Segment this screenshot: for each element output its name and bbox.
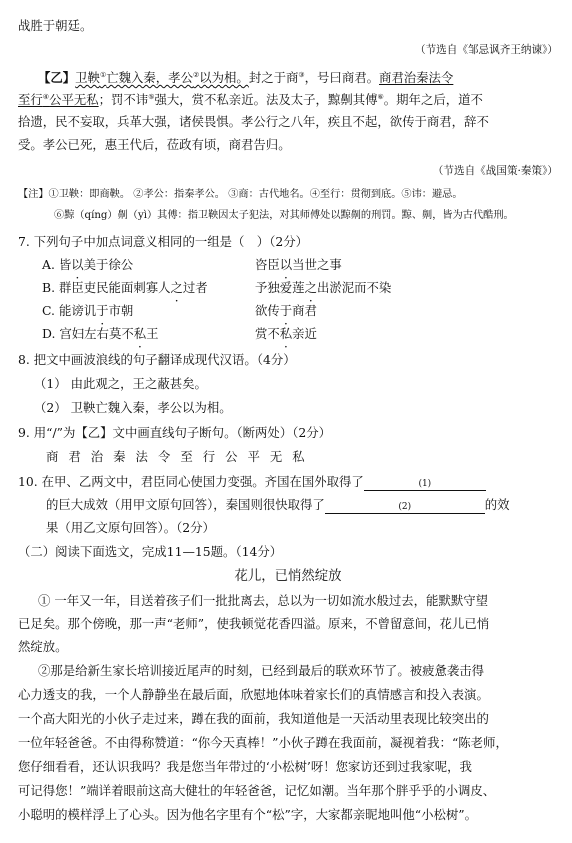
annotation-line-2: ⑥黥（qíng）劓（yì）其傅：指卫鞅因太子犯法，对其师傅处以黥劓的刑罚。黥、劓，皆为古代酷刑。 <box>54 210 514 221</box>
passage-yi-tag: 【乙】 <box>38 70 76 85</box>
dotted-char: 私 <box>133 326 147 341</box>
question-10-line-1: 10. 在甲、乙两文中，君臣同心使国力变强。齐国在国外取得了 (1) <box>18 472 558 492</box>
question-7: 7. 下列句子中加点词意义相同的一组是（ ）（2分） <box>18 234 309 249</box>
passage-yi-line-2: 至行④公平无私；罚不讳⑤强大，赏不私亲近。法及太子，黥劓其傅⑥。期年之后，道不 <box>18 92 483 107</box>
paragraph-2-line: 一个高大阳光的小伙子走过来，蹲在我的面前，我知道他是一天活动里表现比较突出的 <box>18 711 489 726</box>
passage-yi-line-4: 受。孝公已死，惠王代后，莅政有顷，商君告归。 <box>18 137 291 152</box>
dotted-char: 私 <box>279 326 293 341</box>
paragraph-2-line: ②那是给新生家长培训接近尾声的时刻，已经到最后的联欢环节了。被疲惫袭击得 <box>38 663 485 678</box>
section-2-heading: （二）阅读下面选文，完成11—15题。（14分） <box>18 544 283 559</box>
paragraph-2-line: 小聪明的模样浮上了心头。因为他名字里有个“松”字，大家都亲昵地叫他“小松树”。 <box>18 807 478 822</box>
text-line: 战胜于朝廷。 <box>18 18 93 33</box>
wavy-underlined-text: 卫鞅①亡魏入秦，孝公②以为相。 <box>75 70 249 85</box>
passage-yi-line-1: 【乙】卫鞅①亡魏入秦，孝公②以为相。封之于商③，号曰商君。商君治秦法令 <box>38 70 454 85</box>
question-10-line-2: 的巨大成效（用甲文原句回答），秦国则很快取得了 (2) 的效 <box>46 497 510 512</box>
dotted-char: 之 <box>170 280 183 295</box>
question-9: 9. 用“/”为【乙】文中画直线句子断句。（断两处）（2分） <box>18 425 332 440</box>
question-10-line-3: 果（用乙文原句回答）。（2分） <box>46 520 215 535</box>
passage-yi-line-3: 拾遗，民不妄取，兵革大强，诸侯畏惧。孝公行之八年，疾且不起，欲传于商君，辞不 <box>18 114 489 129</box>
q7-option-b: B. 群臣吏民能面刺寡人之过者 予独爱莲之出淤泥而不染 <box>42 278 558 298</box>
article-title: 花儿，已悄然绽放 <box>234 569 342 584</box>
dotted-char: 以 <box>279 257 293 272</box>
straight-underlined-text: 商君治秦法令 <box>379 70 454 85</box>
source-note-jia: （节选自《邹忌讽齐王纳谏》） <box>414 44 558 56</box>
dotted-char: 于 <box>96 303 109 318</box>
dotted-char: 以 <box>71 257 84 272</box>
dotted-char: 于 <box>279 303 293 318</box>
straight-underlined-text: 至行④公平无私 <box>18 92 99 107</box>
annotation-line-1: 【注】①卫鞅：即商鞅。 ②孝公：指秦孝公。 ③商：古代地名。④至行：贯彻到底。⑤讳：避忌。 <box>18 189 463 200</box>
paragraph-2-line: 您仔细看看，还认识我吗？我是您当年带过的‘小松树’呀！您家访还到过我家呢，我 <box>18 759 472 774</box>
paragraph-2-line: 可记得您！”端详着眼前这高大健壮的年轻爸爸，记忆如潮。当年那个胖乎乎的小调皮、 <box>18 783 496 798</box>
q8-item-1: （1） 由此观之，王之蔽甚矣。 <box>34 376 207 391</box>
source-note-yi: （节选自《战国策·秦策》） <box>432 165 558 177</box>
q7-option-a: A. 皆以美于徐公 咨臣以当世之事 <box>42 255 558 275</box>
q9-sentence: 商君治秦法令至行公平无私 <box>46 449 315 464</box>
answer-blank-2[interactable]: (2) <box>325 501 485 514</box>
q7-option-d: D. 宫妇左右莫不私王 赏不私亲近 <box>42 324 558 344</box>
q8-item-2: （2） 卫鞅亡魏入秦，孝公以为相。 <box>34 400 232 415</box>
dotted-char: 之 <box>304 280 317 295</box>
paragraph-1-line: 已足矣。那个傍晚，那一声“老师”，使我顿觉花香四溢。原来，不曾留意间，花儿已悄 <box>18 616 490 631</box>
q7-option-c: C. 能谤讥于市朝 欲传于商君 <box>42 301 558 321</box>
paragraph-1-line: ① 一年又一年，目送着孩子们一批批离去，总以为一切如流水般过去，能默默守望 <box>38 593 489 608</box>
question-8: 8. 把文中画波浪线的句子翻译成现代汉语。（4分） <box>18 352 296 367</box>
paragraph-2-line: 心力透支的我，一个人静静坐在最后面，欣慰地体味着家长们的真情感言和投入表演。 <box>18 687 489 702</box>
paragraph-2-line: 一位年轻爸爸。不由得称赞道：“你今天真棒！”小伙子蹲在我面前，凝视着我：“陈老师， <box>18 735 508 750</box>
answer-blank-1[interactable]: (1) <box>364 478 486 491</box>
paragraph-1-line: 然绽放。 <box>18 639 68 654</box>
